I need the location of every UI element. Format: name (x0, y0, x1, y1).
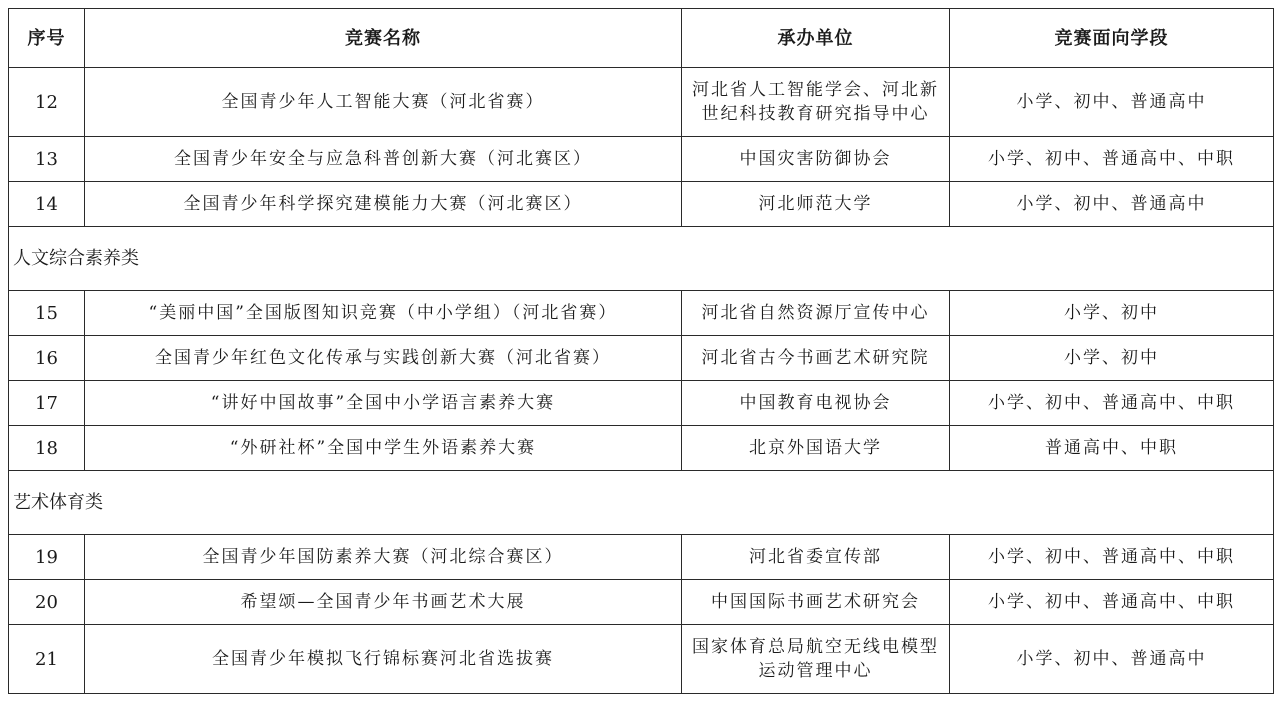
organizer-line: 河北省人工智能学会、河北新 (692, 80, 939, 100)
row-level: 小学、初中、普通高中 (950, 625, 1274, 694)
row-index: 19 (9, 535, 85, 580)
row-competition-name: 全国青少年安全与应急科普创新大赛（河北赛区） (85, 137, 682, 182)
row-index: 12 (9, 68, 85, 137)
row-competition-name: 全国青少年人工智能大赛（河北省赛） (85, 68, 682, 137)
row-level: 小学、初中、普通高中、中职 (950, 535, 1274, 580)
table-row (9, 336, 1274, 381)
table-row (9, 535, 1274, 580)
header-level: 竞赛面向学段 (950, 9, 1274, 68)
row-level: 小学、初中、普通高中、中职 (950, 580, 1274, 625)
row-organizer (682, 68, 950, 137)
header-organizer: 承办单位 (682, 9, 950, 68)
table-row (9, 426, 1274, 471)
category-row (9, 227, 1274, 291)
row-competition-name: 全国青少年红色文化传承与实践创新大赛（河北省赛） (85, 336, 682, 381)
row-competition-name: “美丽中国”全国版图知识竞赛（中小学组）（河北省赛） (85, 291, 682, 336)
table-row (9, 137, 1274, 182)
row-level: 小学、初中、普通高中 (950, 182, 1274, 227)
organizer-line: 世纪科技教育研究指导中心 (701, 104, 930, 124)
row-level: 普通高中、中职 (950, 426, 1274, 471)
table-row (9, 68, 1274, 137)
row-level: 小学、初中、普通高中、中职 (950, 137, 1274, 182)
category-label: 人文综合素养类 (9, 227, 1274, 291)
row-competition-name: “外研社杯”全国中学生外语素养大赛 (85, 426, 682, 471)
row-organizer: 河北省委宣传部 (682, 535, 950, 580)
row-index: 20 (9, 580, 85, 625)
row-competition-name: 全国青少年国防素养大赛（河北综合赛区） (85, 535, 682, 580)
competition-table (8, 8, 1274, 694)
row-organizer: 中国灾害防御协会 (682, 137, 950, 182)
row-level: 小学、初中、普通高中、中职 (950, 381, 1274, 426)
table-row (9, 381, 1274, 426)
organizer-line: 运动管理中心 (758, 661, 873, 681)
organizer-line: 国家体育总局航空无线电模型 (692, 637, 939, 657)
category-label: 艺术体育类 (9, 471, 1274, 535)
header-index: 序号 (9, 9, 85, 68)
row-level: 小学、初中 (950, 291, 1274, 336)
row-index: 15 (9, 291, 85, 336)
row-organizer: 河北省古今书画艺术研究院 (682, 336, 950, 381)
row-index: 13 (9, 137, 85, 182)
row-competition-name: 希望颂—全国青少年书画艺术大展 (85, 580, 682, 625)
table-row (9, 580, 1274, 625)
row-index: 17 (9, 381, 85, 426)
row-index: 14 (9, 182, 85, 227)
header-name: 竞赛名称 (85, 9, 682, 68)
table-row (9, 291, 1274, 336)
table-row (9, 625, 1274, 694)
row-competition-name: “讲好中国故事”全国中小学语言素养大赛 (85, 381, 682, 426)
row-index: 16 (9, 336, 85, 381)
row-organizer (682, 625, 950, 694)
row-organizer: 中国教育电视协会 (682, 381, 950, 426)
row-index: 21 (9, 625, 85, 694)
row-index: 18 (9, 426, 85, 471)
category-row (9, 471, 1274, 535)
row-organizer: 河北省自然资源厅宣传中心 (682, 291, 950, 336)
row-level: 小学、初中 (950, 336, 1274, 381)
row-competition-name: 全国青少年模拟飞行锦标赛河北省选拔赛 (85, 625, 682, 694)
row-level: 小学、初中、普通高中 (950, 68, 1274, 137)
row-organizer: 北京外国语大学 (682, 426, 950, 471)
row-organizer: 中国国际书画艺术研究会 (682, 580, 950, 625)
row-organizer: 河北师范大学 (682, 182, 950, 227)
table-row (9, 182, 1274, 227)
row-competition-name: 全国青少年科学探究建模能力大赛（河北赛区） (85, 182, 682, 227)
table-header-row (9, 9, 1274, 68)
